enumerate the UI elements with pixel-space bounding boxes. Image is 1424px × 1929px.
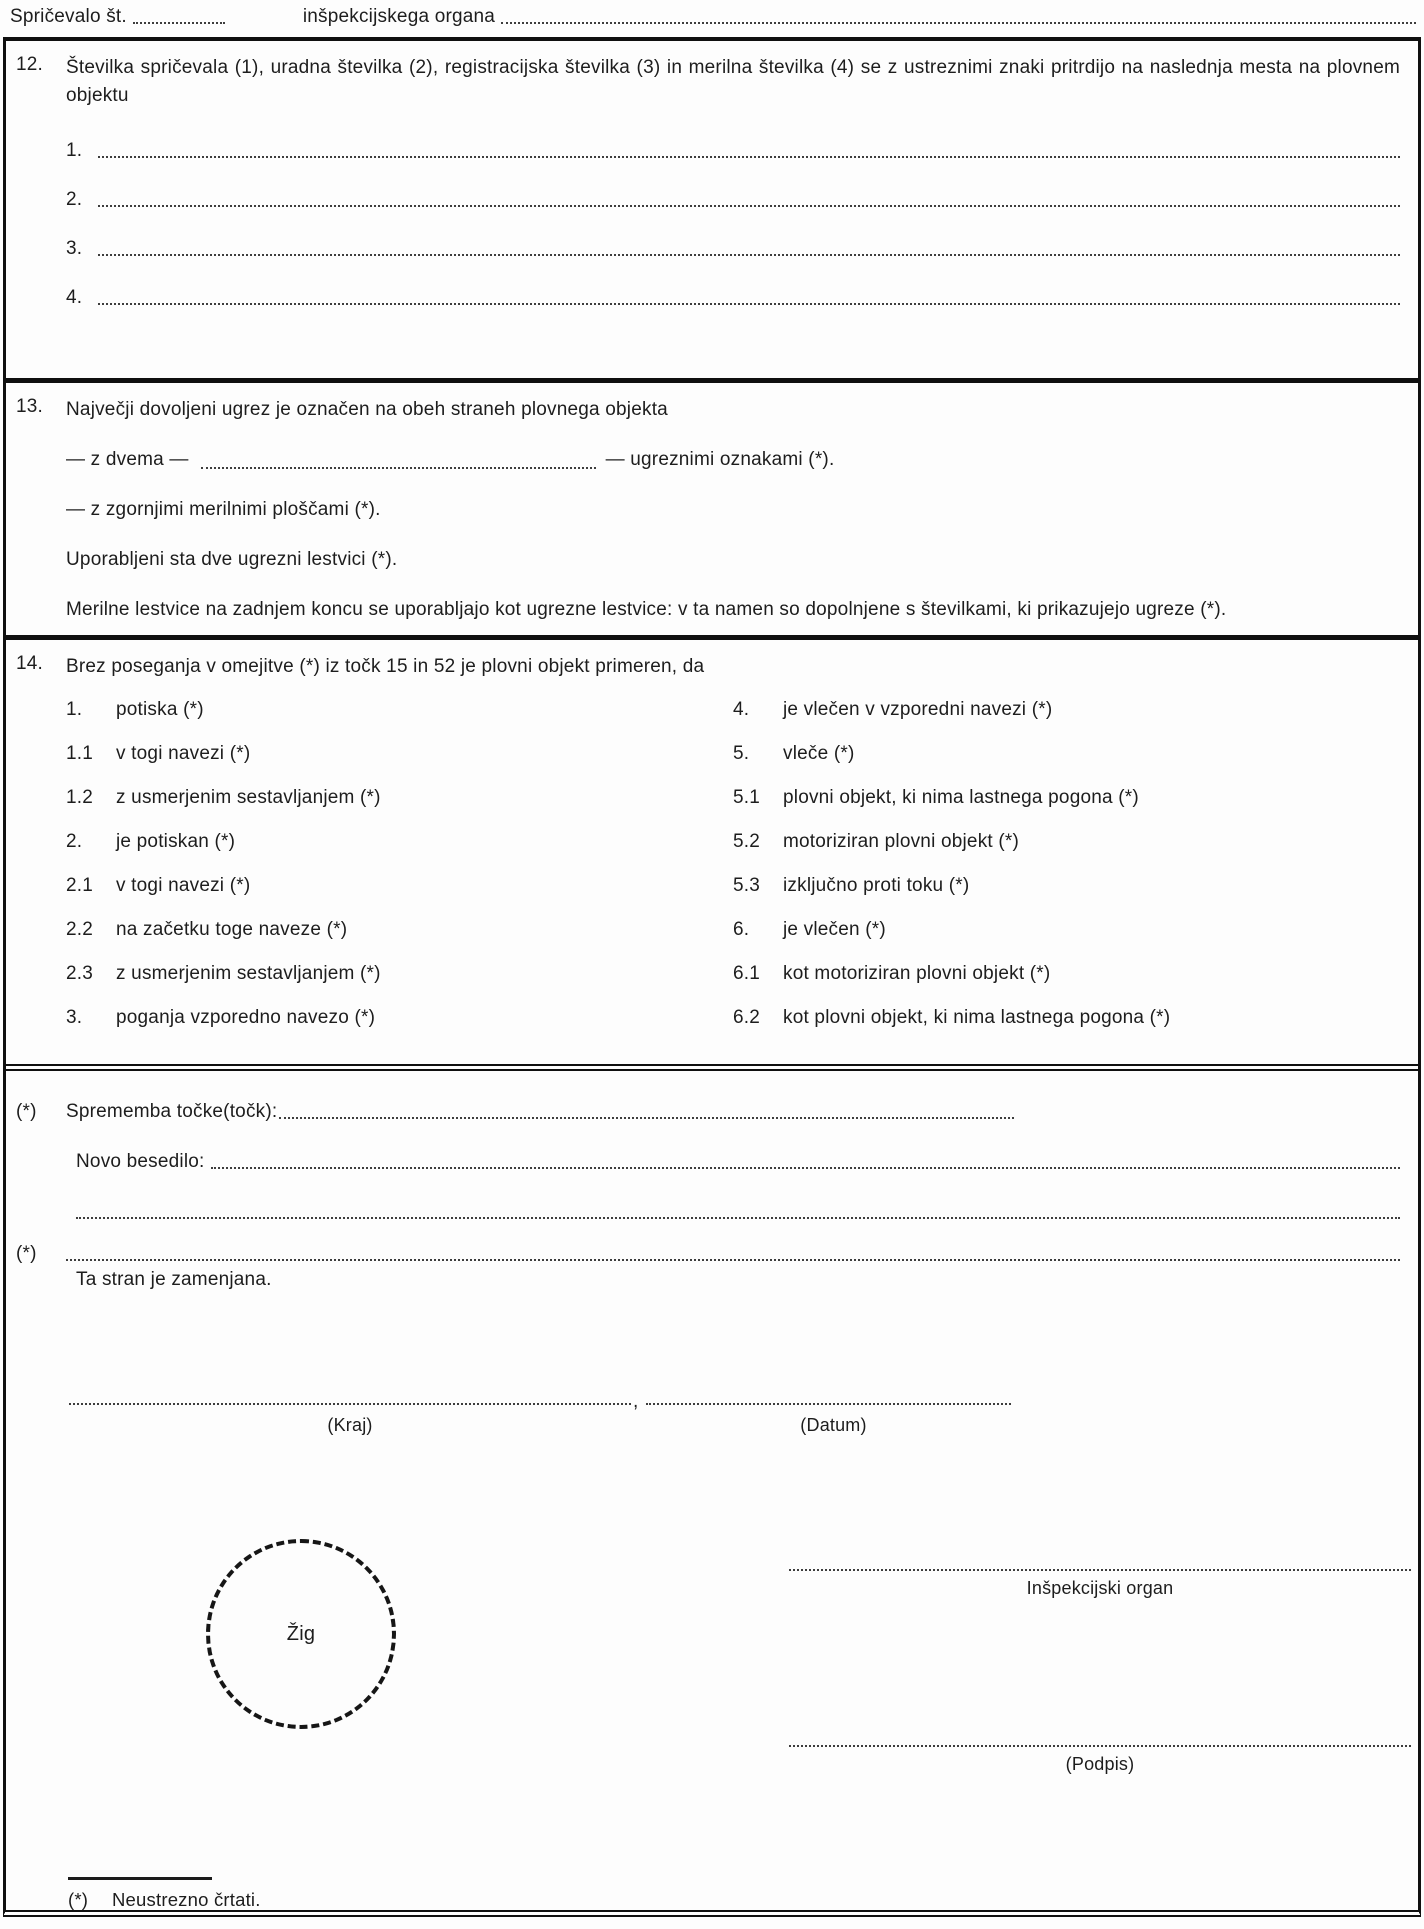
place-date-block bbox=[69, 1391, 1016, 1436]
suitability-list-left bbox=[66, 696, 733, 1048]
section-14-number: 14. bbox=[16, 653, 44, 674]
footer-text: Neustrezno črtati. bbox=[112, 1889, 261, 1910]
item-label: motoriziran plovni objekt (*) bbox=[783, 831, 1019, 852]
item-label: kot motoriziran plovni objekt (*) bbox=[783, 963, 1051, 984]
place-field[interactable] bbox=[69, 1399, 631, 1405]
certificate-number-field[interactable] bbox=[133, 18, 225, 24]
list-item bbox=[733, 1004, 1400, 1031]
footnote-star-1: (*) bbox=[16, 1101, 37, 1122]
position-row-4 bbox=[66, 283, 1400, 309]
list-item bbox=[733, 916, 1400, 943]
measuring-scales-paragraph: Merilne lestvice na zadnjem koncu se uporabljajo kot ugrezne lestvice: v ta namen so dopolnjene s številkami, ki prikazujejo ugreze (*). bbox=[66, 599, 1227, 620]
change-points-row bbox=[6, 1097, 1014, 1123]
gauge-plates-line: — z zgornjimi merilnimi ploščami (*). bbox=[66, 499, 381, 520]
footnote-rule bbox=[68, 1877, 212, 1880]
item-number: 4. bbox=[733, 699, 750, 720]
section-14-intro: Brez poseganja v omejitve (*) iz točk 15 in 52 je plovni objekt primeren, da bbox=[66, 656, 705, 677]
item-label: kot plovni objekt, ki nima lastnega pogona (*) bbox=[783, 1007, 1171, 1028]
change-points-field[interactable] bbox=[279, 1113, 1014, 1119]
draft-marks-suffix: — ugreznimi oznakami (*). bbox=[605, 449, 835, 470]
footer-star: (*) bbox=[68, 1889, 89, 1910]
position-number-2: 2. bbox=[66, 189, 83, 210]
draft-marks-line bbox=[66, 446, 1400, 473]
new-text-row bbox=[76, 1147, 1400, 1173]
item-number: 2.1 bbox=[66, 875, 94, 896]
section-13-number: 13. bbox=[16, 396, 44, 417]
item-label: na začetku toge naveze (*) bbox=[116, 919, 348, 940]
list-item bbox=[66, 960, 733, 987]
inspection-organ-caption: Inšpekcijski organ bbox=[1026, 1578, 1174, 1598]
item-number: 5.3 bbox=[733, 875, 761, 896]
item-label: je potiskan (*) bbox=[116, 831, 236, 852]
section-13-title: Največji dovoljeni ugrez je označen na obeh straneh plovnega objekta bbox=[66, 399, 668, 420]
place-label: (Kraj) bbox=[327, 1415, 373, 1435]
item-number: 6. bbox=[733, 919, 750, 940]
list-item bbox=[733, 740, 1400, 767]
list-item bbox=[66, 828, 733, 855]
item-label: v togi navezi (*) bbox=[116, 743, 251, 764]
section-13 bbox=[6, 378, 1418, 635]
list-item bbox=[66, 696, 733, 723]
item-label: je vlečen v vzporedni navezi (*) bbox=[783, 699, 1053, 720]
new-text-field[interactable] bbox=[211, 1163, 1401, 1169]
item-label: vleče (*) bbox=[783, 743, 855, 764]
signature-block bbox=[789, 1727, 1411, 1775]
position-number-3: 3. bbox=[66, 238, 83, 259]
position-row-3 bbox=[66, 234, 1400, 260]
item-label: je vlečen (*) bbox=[783, 919, 886, 940]
stamp-label: Žig bbox=[286, 1622, 316, 1645]
item-label: v togi navezi (*) bbox=[116, 875, 251, 896]
item-label: plovni objekt, ki nima lastnega pogona (*) bbox=[783, 787, 1139, 808]
list-item bbox=[66, 784, 733, 811]
list-item bbox=[66, 1004, 733, 1031]
list-item bbox=[733, 784, 1400, 811]
list-item bbox=[733, 828, 1400, 855]
new-text-label: Novo besedilo: bbox=[76, 1151, 205, 1172]
list-item bbox=[733, 960, 1400, 987]
item-number: 6.1 bbox=[733, 963, 761, 984]
page-header bbox=[0, 0, 1424, 28]
position-field-1[interactable] bbox=[98, 152, 1400, 158]
list-item bbox=[66, 872, 733, 899]
continuation-field-1[interactable] bbox=[76, 1213, 1400, 1219]
item-number: 2.2 bbox=[66, 919, 94, 940]
footnotes-and-signature bbox=[6, 1064, 1418, 1910]
item-number: 5.2 bbox=[733, 831, 761, 852]
item-number: 1. bbox=[66, 699, 83, 720]
certificate-number-label: Spričevalo št. bbox=[10, 6, 127, 27]
item-number: 5. bbox=[733, 743, 750, 764]
signature-caption: (Podpis) bbox=[1065, 1754, 1135, 1774]
footer-note bbox=[68, 1889, 261, 1911]
draft-marks-prefix: — z dvema — bbox=[66, 449, 189, 470]
position-number-4: 4. bbox=[66, 287, 83, 308]
item-number: 5.1 bbox=[733, 787, 761, 808]
draft-marks-count-field[interactable] bbox=[201, 463, 596, 469]
footnote-star-2: (*) bbox=[16, 1243, 37, 1264]
continuation-row-1 bbox=[76, 1197, 1400, 1223]
suitability-list bbox=[66, 696, 1400, 1048]
item-label: izključno proti toku (*) bbox=[783, 875, 970, 896]
item-label: poganja vzporedno navezo (*) bbox=[116, 1007, 376, 1028]
item-number: 3. bbox=[66, 1007, 83, 1028]
continuation-row-2 bbox=[6, 1239, 1400, 1265]
section-12 bbox=[6, 41, 1418, 378]
date-field[interactable] bbox=[646, 1399, 1011, 1405]
inspection-organ-label: inšpekcijskega organa bbox=[302, 6, 496, 27]
list-item bbox=[733, 872, 1400, 899]
item-label: potiska (*) bbox=[116, 699, 204, 720]
list-item bbox=[66, 916, 733, 943]
position-field-3[interactable] bbox=[98, 250, 1400, 256]
item-number: 1.2 bbox=[66, 787, 94, 808]
comma-separator: , bbox=[633, 1391, 639, 1412]
item-number: 2.3 bbox=[66, 963, 94, 984]
item-number: 6.2 bbox=[733, 1007, 761, 1028]
form-table bbox=[3, 37, 1421, 1917]
position-number-1: 1. bbox=[66, 140, 83, 161]
signature-field[interactable] bbox=[789, 1727, 1411, 1747]
change-points-label: Sprememba točke(točk): bbox=[66, 1101, 278, 1122]
suitability-list-right bbox=[733, 696, 1400, 1048]
list-item bbox=[733, 696, 1400, 723]
draft-scales-line: Uporabljeni sta dve ugrezni lestvici (*). bbox=[66, 549, 398, 570]
position-field-4[interactable] bbox=[98, 299, 1400, 305]
section-12-number: 12. bbox=[16, 54, 44, 75]
date-label: (Datum) bbox=[800, 1415, 867, 1435]
page-replaced-text: Ta stran je zamenjana. bbox=[76, 1269, 272, 1290]
stamp-circle[interactable] bbox=[206, 1539, 396, 1729]
list-item bbox=[66, 740, 733, 767]
organ-signature-field[interactable] bbox=[789, 1551, 1411, 1571]
position-row-1 bbox=[66, 136, 1400, 162]
item-label: z usmerjenim sestavljanjem (*) bbox=[116, 963, 381, 984]
continuation-field-2[interactable] bbox=[66, 1255, 1400, 1261]
inspection-organ-block bbox=[789, 1551, 1411, 1599]
position-row-2 bbox=[66, 185, 1400, 211]
inspection-organ-name-field[interactable] bbox=[501, 18, 1416, 24]
item-label: z usmerjenim sestavljanjem (*) bbox=[116, 787, 381, 808]
section-14 bbox=[6, 635, 1418, 1064]
item-number: 2. bbox=[66, 831, 83, 852]
item-number: 1.1 bbox=[66, 743, 94, 764]
position-field-2[interactable] bbox=[98, 201, 1400, 207]
section-12-text: Številka spričevala (1), uradna številka (2), registracijska številka (3) in merilna številka (4) se z ustreznimi znaki pritrdijo na naslednja mesta na plovnem objektu bbox=[66, 57, 1400, 106]
